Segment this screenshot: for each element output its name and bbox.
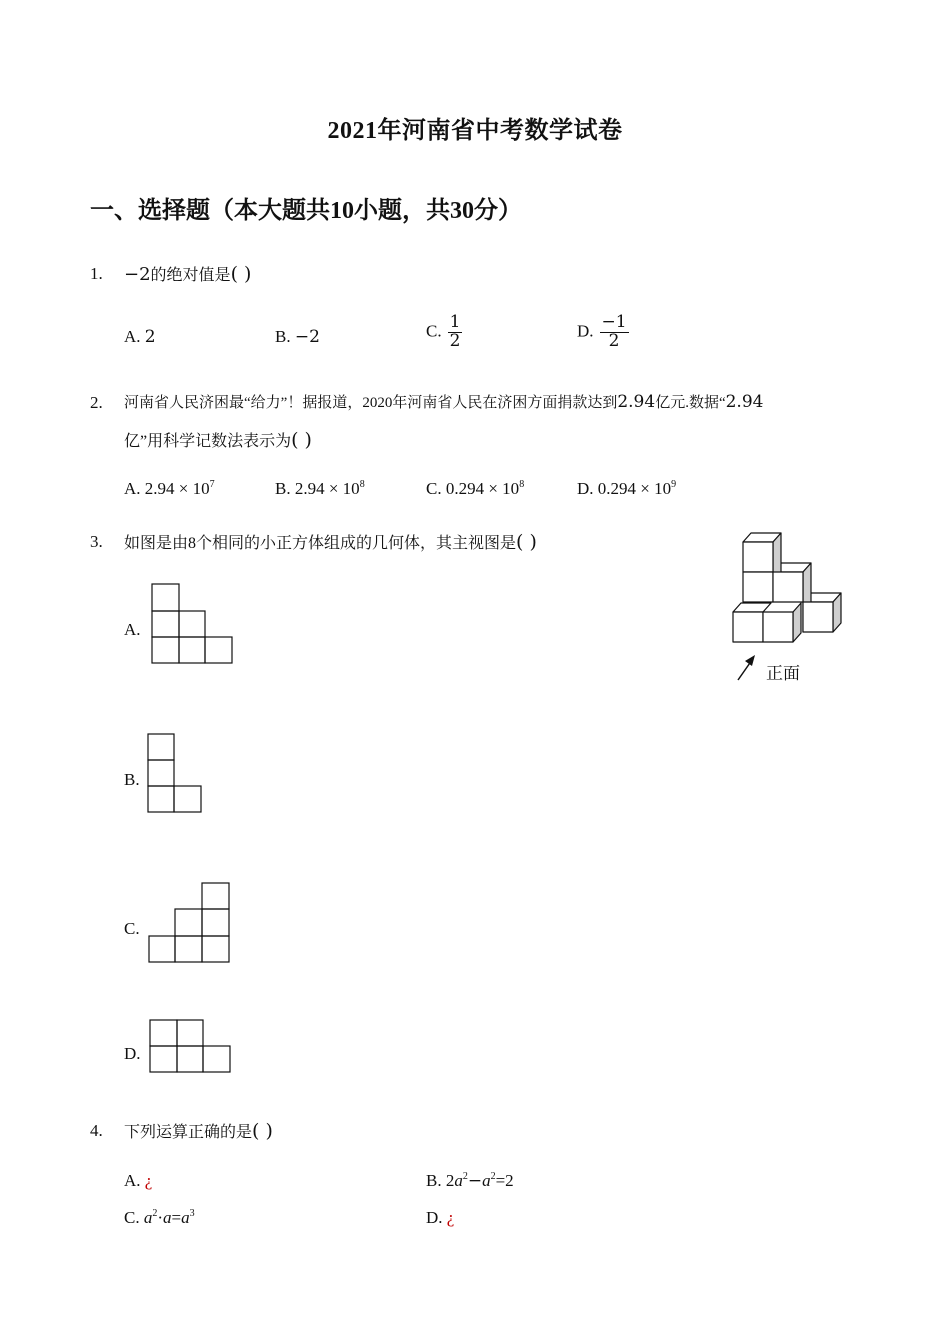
section-heading: 一、选择题（本大题共10小题，共30分）	[90, 198, 522, 224]
answer-blank: ( )	[252, 1120, 273, 1142]
q2-option-a[interactable]: A. $2.94 \times 10^7$	[124, 479, 215, 498]
question-2-number: 2.	[90, 393, 103, 412]
option-label: D.	[577, 479, 594, 498]
option-label: B.	[275, 479, 291, 498]
option-label: C.	[426, 321, 442, 341]
answer-blank: ( )	[291, 429, 312, 451]
option-value: ¿	[446, 1208, 455, 1227]
option-label: A.	[124, 479, 141, 498]
option-label: C.	[124, 1208, 140, 1227]
q2-option-b[interactable]: B. $2.94 \times 10^8$	[275, 479, 365, 498]
q3-option-a-label[interactable]: A.	[124, 620, 141, 639]
q2-option-c[interactable]: C. $0.294 \times 10^8$	[426, 479, 525, 498]
option-label: B.	[426, 1171, 442, 1190]
question-1-value: −2	[124, 264, 151, 285]
option-label: B.	[275, 327, 291, 346]
option-label: A.	[124, 327, 141, 346]
option-label: C.	[426, 479, 442, 498]
q3-option-b-label[interactable]: B.	[124, 770, 140, 789]
q4-option-b[interactable]: B. $2a^2-a^2=2$	[426, 1171, 514, 1191]
option-label: D.	[426, 1208, 443, 1227]
fraction: $\frac{1}{2}$	[449, 312, 461, 351]
option-value: 2	[144, 327, 156, 347]
question-2-text-line1: 河南省人民济困最“给力”！据报道，2020年河南省人民在济困方面捐款达到2.94亿元.数据“2.94	[124, 392, 764, 412]
q3-option-c-label[interactable]: C.	[124, 919, 140, 938]
fraction: $\frac{-1}{2}$	[601, 312, 627, 351]
page-title: 2021年河南省中考数学试卷	[327, 118, 623, 144]
front-view-label: 正面	[766, 664, 800, 684]
q3-option-d-label[interactable]: D.	[124, 1044, 141, 1063]
option-value: −2	[294, 327, 320, 347]
question-3-text: 如图是由8个相同的小正方体组成的几何体，其主视图是( )	[124, 531, 537, 553]
answer-blank: ( )	[516, 531, 537, 553]
question-1-stem: 的绝对值是	[150, 267, 231, 284]
question-4-text: 下列运算正确的是( )	[124, 1120, 273, 1142]
option-label: D.	[577, 321, 594, 341]
q2-option-d[interactable]: D. $0.294 \times 10^9$	[577, 479, 677, 498]
option-value: ¿	[144, 1171, 153, 1190]
answer-blank: ( )	[230, 263, 252, 285]
question-4-number: 4.	[90, 1121, 103, 1140]
option-label: A.	[124, 1171, 141, 1190]
question-3-number: 3.	[90, 532, 103, 551]
q4-option-c[interactable]: C. $a^2\cdot a=a^3$	[124, 1208, 195, 1227]
q4-option-d[interactable]	[426, 1208, 454, 1228]
question-1-number: 1.	[90, 264, 103, 283]
q4-option-a[interactable]	[124, 1171, 152, 1191]
question-2-text-line2: 亿”用科学记数法表示为( )	[124, 429, 312, 451]
